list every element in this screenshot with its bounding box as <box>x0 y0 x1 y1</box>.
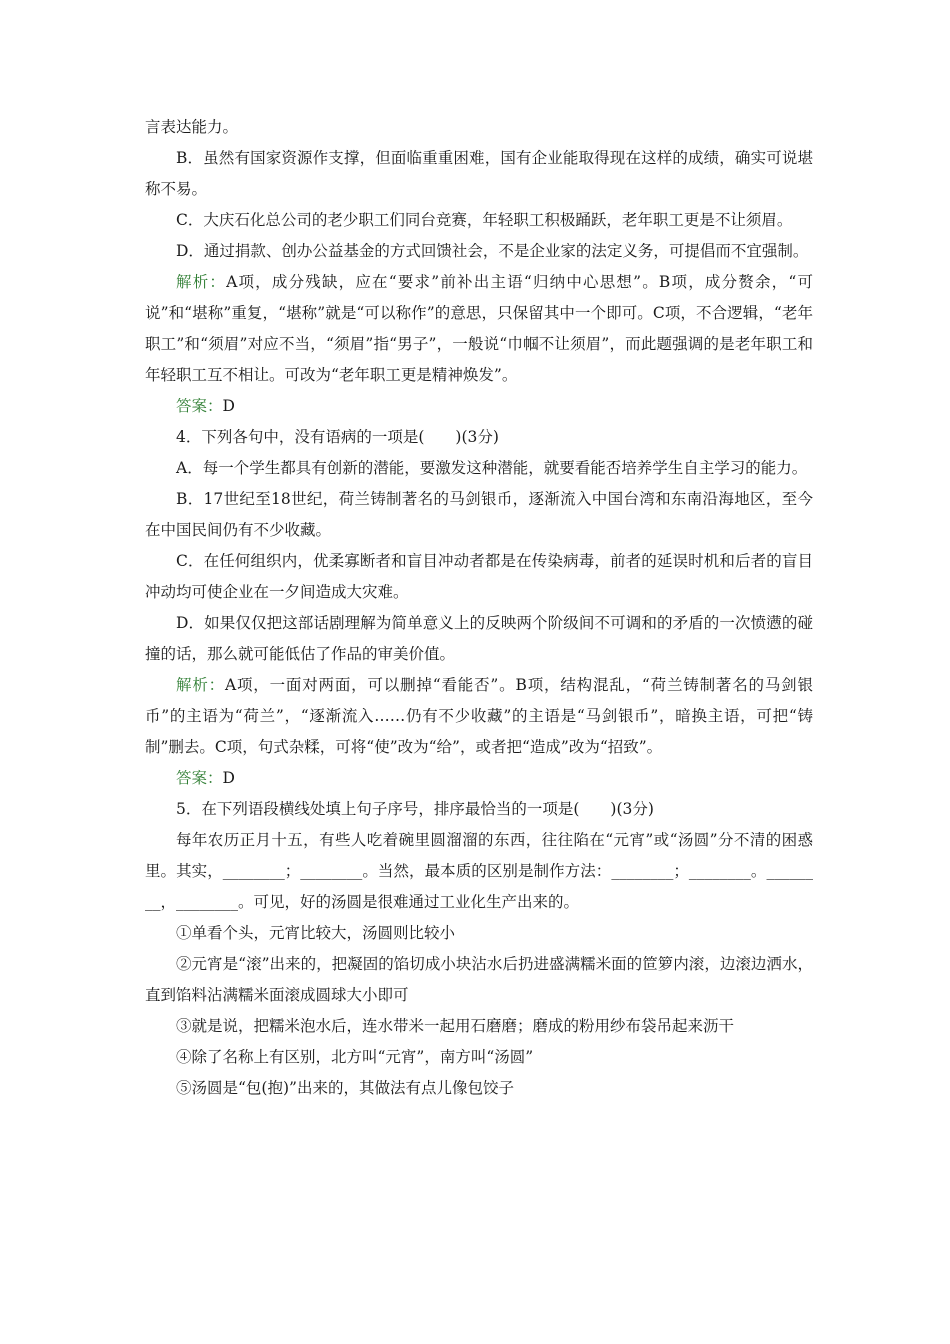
answer-label: 答案： <box>176 769 223 787</box>
question-5: 5．在下列语段横线处填上句子序号，排序最恰当的一项是( )(3分) <box>176 800 654 818</box>
analysis-label: 解析： <box>176 676 225 694</box>
option-d-q3: D．通过捐款、创办公益基金的方式回馈社会，不是企业家的法定义务，可提倡而不宜强制。 <box>176 242 809 260</box>
document-body <box>145 112 813 1104</box>
analysis-label: 解析： <box>176 273 227 291</box>
answer-q4: 答案：D <box>176 769 235 787</box>
sentence-2: ②元宵是“滚”出来的，把凝固的馅切成小块沾水后扔进盛满糯米面的笸箩内滚，边滚边洒水，直到馅料沾满糯米面滚成圆球大小即可 <box>145 955 813 1004</box>
analysis-q3: 解析：A项，成分残缺，应在“要求”前补出主语“归纳中心思想”。B项，成分赘余，“可说”和“堪称”重复，“堪称”就是“可以称作”的意思，只保留其中一个即可。C项，不合逻辑，“老年职工”和“须眉”对应不当，“须眉”指“男子”，一般说“巾帼不让须眉”，而此题强调的是老年职工和年轻职工互不相让。可改为“老年职工更是精神焕发”。 <box>145 273 813 384</box>
option-a-q4: A．每一个学生都具有创新的潜能，要激发这种潜能，就要看能否培养学生自主学习的能力。 <box>176 459 808 477</box>
sentence-3: ③就是说，把糯米泡水后，连水带米一起用石磨磨；磨成的粉用纱布袋吊起来沥干 <box>176 1017 735 1035</box>
option-c-q3: C．大庆石化总公司的老少职工们同台竞赛，年轻职工积极踊跃，老年职工更是不让须眉。 <box>176 211 793 229</box>
option-c-q4: C．在任何组织内，优柔寡断者和盲目冲动者都是在传染病毒，前者的延误时机和后者的盲目冲动均可使企业在一夕间造成大灾难。 <box>145 552 813 601</box>
answer-q3: 答案：D <box>176 397 235 415</box>
sentence-1: ①单看个头，元宵比较大，汤圆则比较小 <box>176 924 456 942</box>
analysis-q4: 解析：A项，一面对两面，可以删掉“看能否”。B项，结构混乱，“荷兰铸制著名的马剑银币”的主语为“荷兰”，“逐渐流入……仍有不少收藏”的主语是“马剑银币”，暗换主语，可把“铸制”删去。C项，句式杂糅，可将“使”改为“给”，或者把“造成”改为“招致”。 <box>145 676 813 756</box>
option-d-q4: D．如果仅仅把这部话剧理解为简单意义上的反映两个阶级间不可调和的矛盾的一次愤懑的碰撞的话，那么就可能低估了作品的审美价值。 <box>145 614 813 663</box>
paragraph-continuation: 言表达能力。 <box>145 118 239 136</box>
question-4: 4．下列各句中，没有语病的一项是( )(3分) <box>176 428 499 446</box>
option-b-q4: B．17世纪至18世纪，荷兰铸制著名的马剑银币，逐渐流入中国台湾和东南沿海地区，至今在中国民间仍有不少收藏。 <box>145 490 813 539</box>
sentence-5: ⑤汤圆是“包(抱)”出来的，其做法有点儿像包饺子 <box>176 1079 514 1097</box>
passage-q5: 每年农历正月十五，有些人吃着碗里圆溜溜的东西，往往陷在“元宵”或“汤圆”分不清的困惑里。其实，________；________。当然，最本质的区别是制作方法：________；________。________，________。可见，好的汤圆是很难通过工业化生产出来的。 <box>145 831 813 911</box>
sentence-4: ④除了名称上有区别，北方叫“元宵”，南方叫“汤圆” <box>176 1048 534 1066</box>
option-b-q3: B．虽然有国家资源作支撑，但面临重重困难，国有企业能取得现在这样的成绩，确实可说堪称不易。 <box>145 149 813 198</box>
answer-label: 答案： <box>176 397 223 415</box>
